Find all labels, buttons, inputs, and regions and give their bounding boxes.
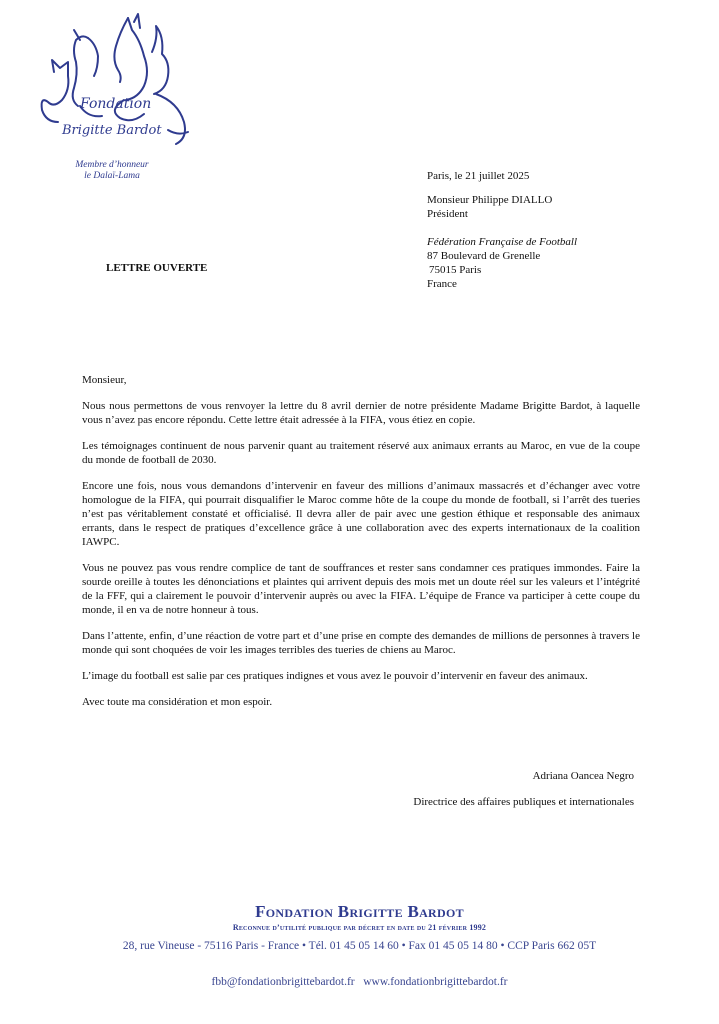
recipient-block bbox=[427, 193, 577, 291]
footer-organization: Fondation Brigitte Bardot bbox=[255, 902, 464, 921]
body-paragraph: Nous nous permettons de vous renvoyer la lettre du 8 avril dernier de notre présidente Madame Brigitte Bardot, à laquelle vous n’avez pas encore répondu. Cette lettre était adressée à la FIFA, vous étiez en copie. bbox=[82, 400, 640, 426]
recipient-country: France bbox=[427, 278, 457, 290]
footer-address: 28, rue Vineuse - 75116 Paris - France • Tél. 01 45 05 14 60 • Fax 01 45 05 14 80 • CCP Paris 662 05T bbox=[122, 940, 597, 952]
signer-title: Directrice des affaires publiques et internationales bbox=[413, 796, 634, 808]
letter-date: Paris, le 21 juillet 2025 bbox=[427, 170, 530, 182]
honour-line-1: Membre d’honneur bbox=[75, 160, 149, 170]
recipient-name: Monsieur Philippe DIALLO bbox=[427, 194, 553, 206]
body-paragraph: Dans l’attente, enfin, d’une réaction de votre part et d’une prise en compte des demandes de millions de personnes à travers le monde qui sont choquées de voir les images terribles des tueries de chiens au Maroc. bbox=[82, 630, 640, 656]
logo-text-brigitte-bardot: Brigitte Bardot bbox=[62, 123, 162, 138]
closing-line: Avec toute ma considération et mon espoir. bbox=[82, 696, 273, 708]
body-paragraph: Les témoignages continuent de nous parvenir quant au traitement réservé aux animaux errants au Maroc, en vue de la coupe du monde de football de 2030. bbox=[82, 440, 640, 466]
body-paragraph: Encore une fois, nous vous demandons d’intervenir en faveur des millions d’animaux massacrés et d’échanger avec votre homologue de la FIFA, qui pourrait disqualifier le Maroc comme hôte de la coupe du monde de football, si l’arrêt des tueries n’est pas véritablement constaté et officialisé. Il devra aller de pair avec une gestion éthique et responsable des animaux errants, dans le respect de pratiques d’excellence grâce à une collaboration avec des experts internationaux de la coalition IAWPC. bbox=[82, 480, 640, 548]
body-paragraph: Vous ne pouvez pas vous rendre complice de tant de souffrances et rester sans condamner ces pratiques immondes. Faire la sourde oreille à toutes les dénonciations et plaintes qui arrivent depuis des mois met un doute réel sur les valeurs et l’intégrité de la FFF, qui a clairement le pouvoir d’intervenir auprès ou avec la FIFA. L’équipe de France va participer à cette coupe du monde, il en va de notre honneur à tous. bbox=[82, 562, 640, 616]
foundation-logo bbox=[28, 10, 203, 160]
letter-body bbox=[82, 373, 640, 721]
footer-contact bbox=[0, 976, 719, 988]
recipient-organization: Fédération Française de Football bbox=[427, 236, 577, 248]
signer-name: Adriana Oancea Negro bbox=[532, 770, 634, 782]
salutation: Monsieur, bbox=[82, 374, 127, 386]
honour-member-note bbox=[52, 160, 172, 182]
honour-line-2: le Dalaï-Lama bbox=[84, 171, 140, 181]
open-letter-heading: LETTRE OUVERTE bbox=[106, 262, 208, 274]
recipient-role: Président bbox=[427, 208, 468, 220]
logo-text-fondation: Fondation bbox=[80, 96, 152, 112]
footer-website-link[interactable]: www.fondationbrigittebardot.fr bbox=[363, 976, 508, 988]
footer-email-link[interactable]: fbb@fondationbrigittebardot.fr bbox=[211, 976, 355, 988]
footer-recognition: Reconnue d’utilité publique par décret en date du 21 février 1992 bbox=[232, 923, 487, 932]
recipient-street: 87 Boulevard de Grenelle bbox=[427, 250, 541, 262]
body-paragraph: L’image du football est salie par ces pratiques indignes et vous avez le pouvoir d’intervenir en faveur des animaux. bbox=[82, 670, 588, 682]
recipient-city: 75015 Paris bbox=[429, 264, 482, 276]
